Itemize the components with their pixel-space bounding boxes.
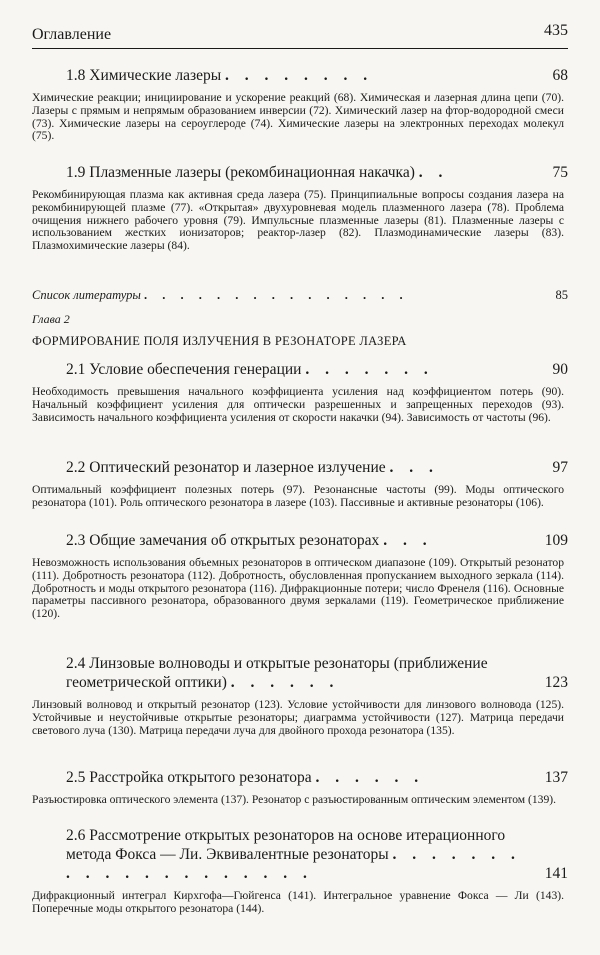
leader-dots: . . . . . . . . . . . . . . . (144, 288, 409, 302)
leader-dots: . . . . . . (230, 674, 340, 691)
section-abstract: Химические реакции; инициирование и ускорение реакций (68). Химическая и лазерная длина цепи (70). Лазеры с прямым и непрямым образованием инверсии (72). Химический лазер на фтор-водородной смеси (73). Химические лазеры на сероуглероде (74). Химические лазеры на электронных переходах молекул (75). (32, 91, 564, 143)
section-title: 2.1 Условие обеспечения генерации (66, 361, 302, 378)
toc-section-2-3 (32, 531, 568, 621)
section-page: 68 (552, 67, 568, 84)
section-abstract: Разъюстировка оптического элемента (137). Резонатор с разъюстированным оптическим элементом (139). (32, 793, 557, 806)
section-abstract: Необходимость превышения начального коэффициента усиления над коэффициентом потерь (90). Начальный коэффициент усиления для оптически разрешенных и запрещенных переходов (93). Зависимость начального коэффициента усиления от скорости накачки (94). Зависимость от частоты (96). (32, 385, 564, 424)
toc-section-1-9 (32, 163, 568, 253)
page-header (32, 22, 568, 49)
section-page: 123 (544, 674, 568, 691)
section-heading[interactable] (32, 163, 568, 182)
section-title: 2.4 Линзовые волноводы и открытые резонаторы (приближение геометрической оптики) (66, 655, 488, 691)
section-page: 97 (552, 459, 568, 476)
section-page: 141 (544, 865, 568, 882)
section-abstract: Линзовый волновод и открытый резонатор (123). Условие устойчивости для линзового волновода (125). Устойчивые и неустойчивые открытые резонаторы; диаграмма устойчивости (127). Матрица передачи светового луча (130). Матрица передачи луча для двойного прохода резонатора (135). (32, 698, 564, 737)
toc-section-2-6 (32, 826, 568, 916)
section-abstract: Рекомбинирующая плазма как активная среда лазера (75). Принципиальные вопросы создания лазера на рекомбинирующей плазме (77). «Открытая» двухуровневая модель плазменного лазера (78). Проблема очищения нижнего рабочего уровня (79). Импульсные плазменные лазеры (81). Плазменные лазеры с использованием жестких ионизаторов; реактор-лазер (82). Плазмодинамические лазеры (83). Плазмохимические лазеры (84). (32, 188, 564, 253)
section-heading[interactable] (32, 360, 568, 379)
toc-references (32, 286, 568, 305)
section-heading[interactable] (32, 768, 568, 787)
section-heading[interactable] (32, 826, 568, 883)
chapter-label: Глава 2 (32, 312, 70, 326)
section-heading[interactable] (32, 654, 568, 692)
references-heading[interactable] (32, 286, 568, 305)
toc-section-2-4 (32, 654, 568, 737)
toc-section-2-5 (32, 768, 568, 807)
leader-dots: . . . . . . . (305, 361, 434, 378)
section-abstract: Дифракционный интеграл Кирхгофа—Гюйгенса (141). Интегральное уравнение Фокса — Ли (143). Поперечные моды открытого резонатора (144). (32, 889, 564, 915)
references-label: Список литературы (32, 288, 141, 302)
section-heading[interactable] (32, 66, 568, 85)
section-heading[interactable] (32, 531, 568, 550)
section-page: 137 (544, 769, 568, 786)
section-abstract: Оптимальный коэффициент полезных потерь (97). Резонансные частоты (99). Моды оптического резонатора (101). Роль оптического резонатора в лазере (103). Пассивные и активные резонаторы (106). (32, 483, 564, 509)
section-heading[interactable] (32, 458, 568, 477)
leader-dots: . . . . . . . . . . . . . . . . . . . . (66, 846, 521, 882)
toc-section-2-1 (32, 360, 568, 424)
section-title: 2.2 Оптический резонатор и лазерное излучение (66, 459, 386, 476)
references-page: 85 (555, 288, 568, 302)
section-page: 75 (552, 164, 568, 181)
header-title: Оглавление (32, 26, 112, 43)
leader-dots: . . (418, 164, 449, 181)
leader-dots: . . . (383, 532, 433, 549)
section-page: 109 (544, 532, 568, 549)
chapter-title: ФОРМИРОВАНИЕ ПОЛЯ ИЗЛУЧЕНИЯ В РЕЗОНАТОРЕ ЛАЗЕРА (32, 334, 407, 348)
section-title: 2.5 Расстройка открытого резонатора (66, 769, 312, 786)
section-title: 1.9 Плазменные лазеры (рекомбинационная накачка) (66, 164, 415, 181)
header-page-number: 435 (544, 22, 568, 39)
section-abstract: Невозможность использования объемных резонаторов в оптическом диапазоне (109). Открытый резонатор (111). Добротность резонатора (112). Добротность, обусловленная пропусканием выходного зеркала (114). Добротность и моды открытого резонатора (116). Дифракционные потери; число Френеля (116). Основные параметры пассивного резонатора, образованного двумя зеркалами (119). Геометрическое приближение (120). (32, 556, 564, 621)
leader-dots: . . . . . . (315, 769, 425, 786)
leader-dots: . . . . . . . . (225, 67, 374, 84)
section-title: 2.6 Рассмотрение открытых резонаторов на основе итерационного метода Фокса — Ли. Эквивалентные резонаторы (66, 827, 506, 863)
section-page: 90 (552, 361, 568, 378)
section-title: 2.3 Общие замечания об открытых резонаторах (66, 532, 380, 549)
toc-section-2-2 (32, 458, 568, 510)
section-title: 1.8 Химические лазеры (66, 67, 222, 84)
leader-dots: . . . (389, 459, 439, 476)
toc-section-1-8 (32, 66, 568, 143)
